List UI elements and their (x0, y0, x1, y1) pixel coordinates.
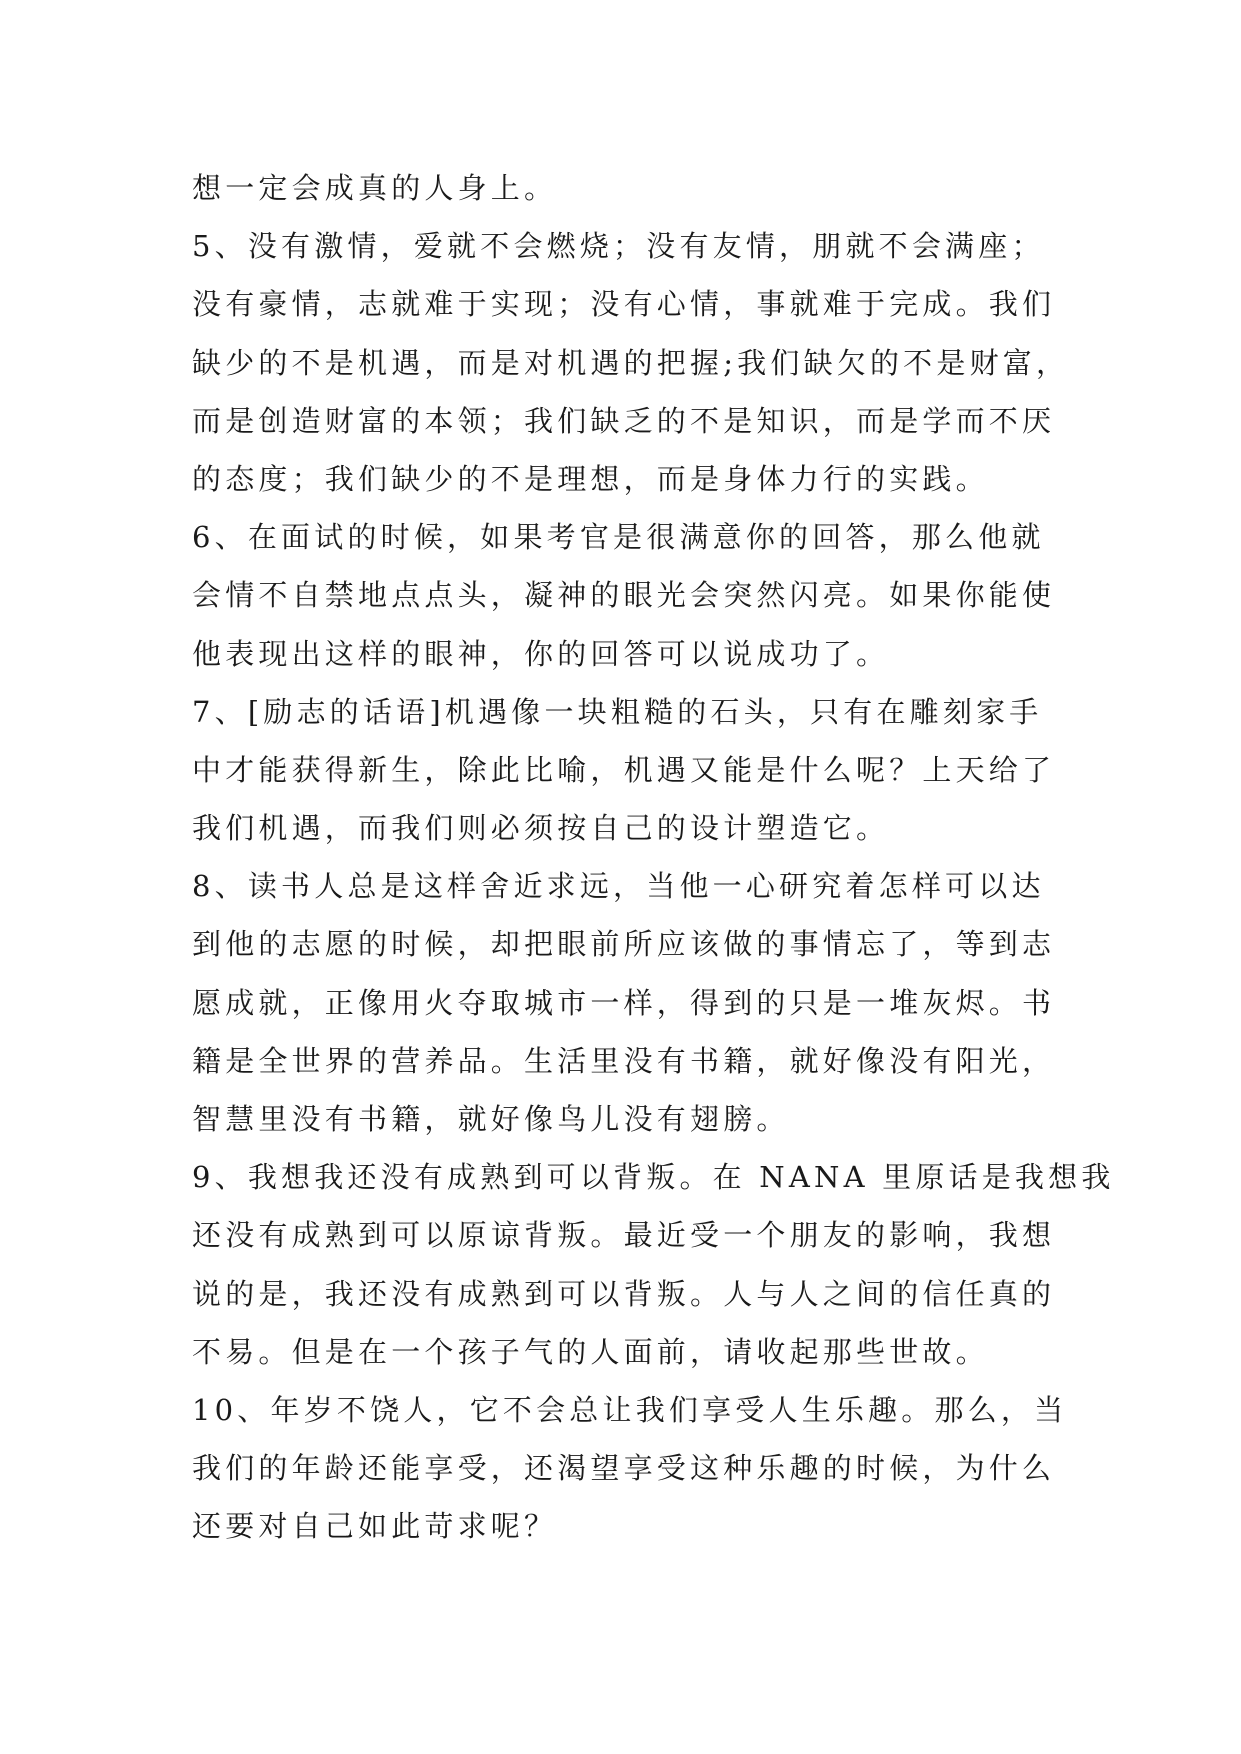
text-line: 说的是，我还没有成熟到可以背叛。人与人之间的信任真的 (192, 1276, 1056, 1311)
text-line: 的态度；我们缺少的不是理想，而是身体力行的实践。 (192, 461, 989, 496)
text-line: 会情不自禁地点点头，凝神的眼光会突然闪亮。如果你能使 (192, 578, 1056, 613)
text-line: 8、读书人总是这样舍近求远，当他一心研究着怎样可以达 (192, 869, 1045, 904)
text-line: 中才能获得新生，除此比喻，机遇又能是什么呢？上天给了 (192, 752, 1056, 787)
text-line: 到他的志愿的时候，却把眼前所应该做的事情忘了，等到志 (192, 927, 1056, 962)
text-line: 没有豪情，志就难于实现；没有心情，事就难于完成。我们 (192, 287, 1056, 322)
text-line: 还要对自己如此苛求呢？ (192, 1509, 558, 1544)
text-line: 6、在面试的时候，如果考官是很满意你的回答，那么他就 (192, 520, 1045, 555)
text-line: 5、没有激情，爱就不会燃烧；没有友情，朋就不会满座； (192, 229, 1045, 264)
text-line: 愿成就，正像用火夺取城市一样，得到的只是一堆灰烬。书 (192, 985, 1056, 1020)
text-line: 还没有成熟到可以原谅背叛。最近受一个朋友的影响，我想 (192, 1218, 1056, 1253)
text-line: 10、年岁不饶人，它不会总让我们享受人生乐趣。那么，当 (192, 1392, 1068, 1427)
text-line: 而是创造财富的本领；我们缺乏的不是知识，而是学而不厌 (192, 403, 1056, 438)
text-line: 智慧里没有书籍，就好像鸟儿没有翅膀。 (192, 1102, 790, 1136)
text-line: 想一定会成真的人身上。 (192, 171, 558, 205)
text-line: 7、[励志的话语]机遇像一块粗糙的石头，只有在雕刻家手 (192, 694, 1043, 729)
text-line: 9、我想我还没有成熟到可以背叛。在 NANA 里原话是我想我 (192, 1160, 1115, 1195)
text-line: 不易。但是在一个孩子气的人面前，请收起那些世故。 (192, 1334, 989, 1369)
text-line: 我们机遇，而我们则必须按自己的设计塑造它。 (192, 811, 890, 846)
text-line: 籍是全世界的营养品。生活里没有书籍，就好像没有阳光， (192, 1043, 1056, 1078)
text-line: 缺少的不是机遇，而是对机遇的把握;我们缺欠的不是财富， (192, 345, 1070, 380)
text-line: 他表现出这样的眼神，你的回答可以说成功了。 (192, 636, 890, 671)
document-body (192, 159, 1115, 1556)
text-line: 我们的年龄还能享受，还渴望享受这种乐趣的时候，为什么 (192, 1451, 1056, 1486)
